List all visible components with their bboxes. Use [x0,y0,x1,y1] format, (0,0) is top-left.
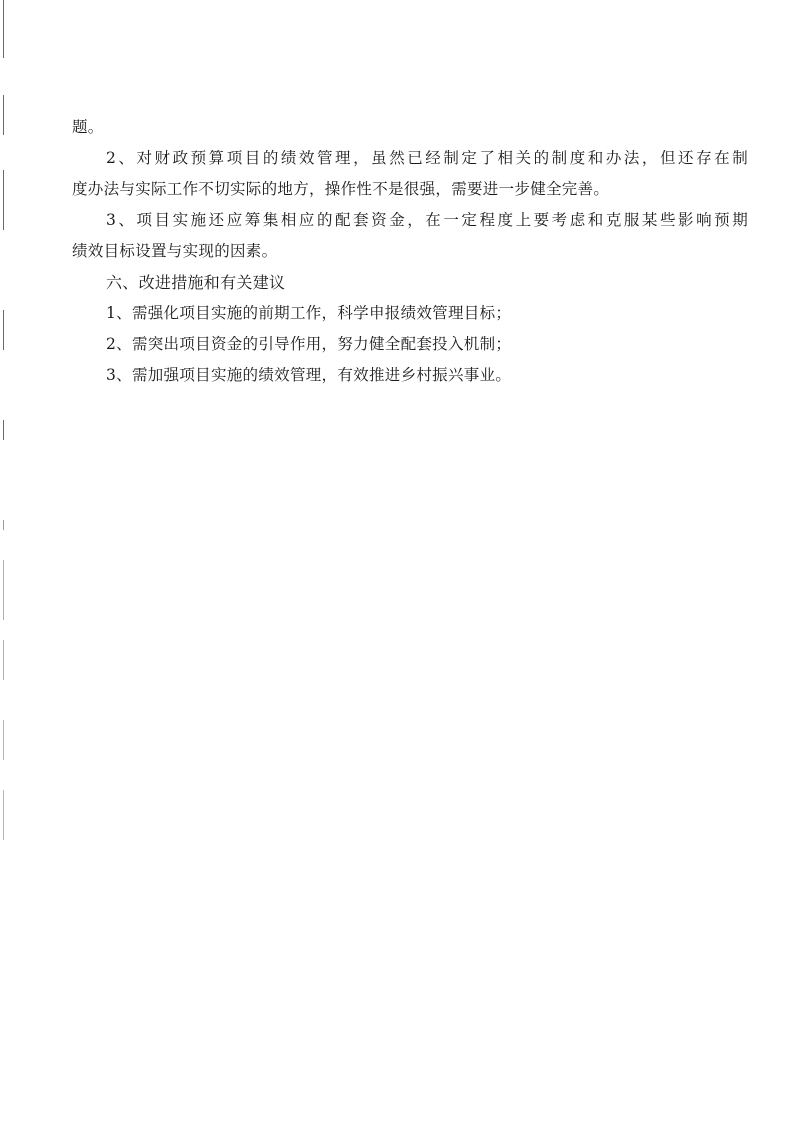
scan-edge-mark [3,720,4,760]
scan-edge-mark [3,640,4,680]
suggestion-item-2: 2、需突出项目资金的引导作用，努力健全配套投入机制； [106,335,512,353]
scan-edge-mark [3,790,4,840]
scan-edge-mark [3,95,4,135]
suggestion-item-3: 3、需加强项目实施的绩效管理，有效推进乡村振兴事业。 [106,366,512,384]
paragraph-item-2-line-2: 度办法与实际工作不切实际的地方，操作性不是很强，需要进一步健全完善。 [72,180,610,198]
scan-edge-mark [3,170,4,230]
scan-edge-mark [3,560,4,620]
suggestion-item-1: 1、需强化项目实施的前期工作，科学申报绩效管理目标； [106,304,512,322]
paragraph-item-3-line-2: 绩效目标设置与实现的因素。 [72,242,278,260]
document-body [72,112,748,391]
paragraph-item-3-line-1: 3、项目实施还应筹集相应的配套资金，在一定程度上要考虑和克服某些影响预期 [106,211,748,229]
scan-edge-mark [3,0,4,58]
paragraph-item-2-line-1: 2、对财政预算项目的绩效管理，虽然已经制定了相关的制度和办法，但还存在制 [106,149,748,167]
paragraph-continuation: 题。 [72,118,104,136]
scan-edge-mark [3,520,4,530]
scan-edge-mark [3,420,4,440]
scan-edge-mark [3,310,4,350]
section-heading: 六、改进措施和有关建议 [106,273,286,292]
